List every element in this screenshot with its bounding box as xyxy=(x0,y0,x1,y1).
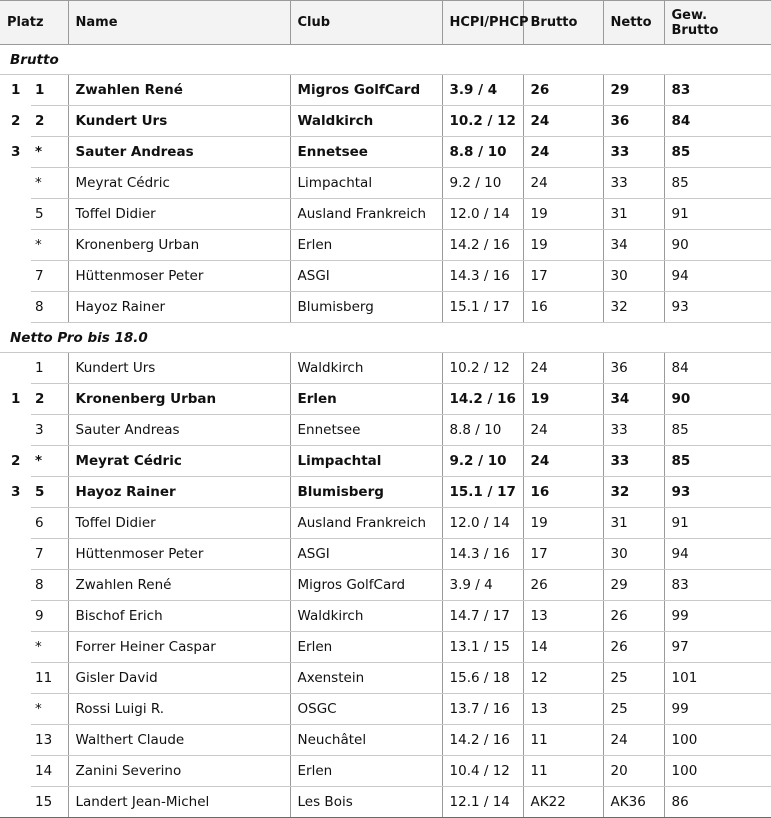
club-cell: Erlen xyxy=(290,384,442,415)
brutto-cell: 12 xyxy=(523,663,603,694)
hcp-cell: 12.1 / 14 xyxy=(442,787,523,818)
table-row xyxy=(0,694,771,725)
platz-cell: 8 xyxy=(31,570,68,601)
gew-cell: 90 xyxy=(664,384,771,415)
rank-cell xyxy=(0,694,31,725)
netto-cell: 25 xyxy=(603,694,664,725)
name-cell: Meyrat Cédric xyxy=(68,446,290,477)
brutto-cell: 19 xyxy=(523,230,603,261)
gew-cell: 83 xyxy=(664,75,771,106)
brutto-cell: AK22 xyxy=(523,787,603,818)
name-cell: Hüttenmoser Peter xyxy=(68,539,290,570)
hcp-cell: 15.1 / 17 xyxy=(442,292,523,323)
hcp-cell: 14.2 / 16 xyxy=(442,384,523,415)
netto-cell: 31 xyxy=(603,508,664,539)
club-cell: Erlen xyxy=(290,756,442,787)
club-cell: Neuchâtel xyxy=(290,725,442,756)
brutto-cell: 26 xyxy=(523,570,603,601)
gew-cell: 99 xyxy=(664,601,771,632)
header-brutto: Brutto xyxy=(523,1,603,45)
netto-cell: 29 xyxy=(603,75,664,106)
netto-cell: 36 xyxy=(603,353,664,384)
platz-cell: 1 xyxy=(31,353,68,384)
rank-cell xyxy=(0,230,31,261)
brutto-cell: 13 xyxy=(523,694,603,725)
platz-cell: 7 xyxy=(31,539,68,570)
name-cell: Sauter Andreas xyxy=(68,137,290,168)
hcp-cell: 15.1 / 17 xyxy=(442,477,523,508)
brutto-cell: 19 xyxy=(523,384,603,415)
netto-cell: 29 xyxy=(603,570,664,601)
platz-cell: 5 xyxy=(31,477,68,508)
header-name: Name xyxy=(68,1,290,45)
table-row xyxy=(0,539,771,570)
hcp-cell: 3.9 / 4 xyxy=(442,570,523,601)
club-cell: Migros GolfCard xyxy=(290,75,442,106)
platz-cell: * xyxy=(31,446,68,477)
netto-cell: 24 xyxy=(603,725,664,756)
gew-cell: 93 xyxy=(664,477,771,508)
header-hcp: HCPI/PHCP xyxy=(442,1,523,45)
hcp-cell: 15.6 / 18 xyxy=(442,663,523,694)
platz-cell: 7 xyxy=(31,261,68,292)
platz-cell: * xyxy=(31,168,68,199)
brutto-cell: 11 xyxy=(523,725,603,756)
rank-cell xyxy=(0,353,31,384)
rank-cell xyxy=(0,292,31,323)
gew-cell: 85 xyxy=(664,168,771,199)
hcp-cell: 12.0 / 14 xyxy=(442,508,523,539)
name-cell: Toffel Didier xyxy=(68,508,290,539)
platz-cell: 1 xyxy=(31,75,68,106)
platz-cell: 5 xyxy=(31,199,68,230)
table-row xyxy=(0,106,771,137)
brutto-cell: 26 xyxy=(523,75,603,106)
rank-cell xyxy=(0,601,31,632)
platz-cell: 13 xyxy=(31,725,68,756)
netto-cell: 31 xyxy=(603,199,664,230)
brutto-cell: 14 xyxy=(523,632,603,663)
brutto-cell: 19 xyxy=(523,508,603,539)
brutto-cell: 24 xyxy=(523,168,603,199)
name-cell: Bischof Erich xyxy=(68,601,290,632)
club-cell: Ausland Frankreich xyxy=(290,508,442,539)
netto-cell: 33 xyxy=(603,415,664,446)
table-row xyxy=(0,230,771,261)
name-cell: Landert Jean-Michel xyxy=(68,787,290,818)
hcp-cell: 13.1 / 15 xyxy=(442,632,523,663)
table-row xyxy=(0,663,771,694)
platz-cell: 14 xyxy=(31,756,68,787)
gew-cell: 85 xyxy=(664,415,771,446)
rank-cell xyxy=(0,539,31,570)
gew-cell: 86 xyxy=(664,787,771,818)
platz-cell: 8 xyxy=(31,292,68,323)
rank-cell xyxy=(0,632,31,663)
header-gew-brutto-label: Gew. Brutto xyxy=(671,7,719,38)
platz-cell: 9 xyxy=(31,601,68,632)
club-cell: Ennetsee xyxy=(290,415,442,446)
rank-cell: 1 xyxy=(11,391,21,407)
netto-cell: 33 xyxy=(603,446,664,477)
gew-cell: 101 xyxy=(664,663,771,694)
rank-cell xyxy=(0,756,31,787)
table-row xyxy=(0,508,771,539)
name-cell: Toffel Didier xyxy=(68,199,290,230)
table-row xyxy=(0,787,771,818)
brutto-cell: 16 xyxy=(523,292,603,323)
platz-cell: 11 xyxy=(31,663,68,694)
name-cell: Zanini Severino xyxy=(68,756,290,787)
club-cell: Blumisberg xyxy=(290,477,442,508)
netto-cell: 33 xyxy=(603,168,664,199)
netto-cell: 34 xyxy=(603,230,664,261)
table-row xyxy=(0,353,771,384)
platz-cell: 3 xyxy=(31,415,68,446)
gew-cell: 85 xyxy=(664,446,771,477)
name-cell: Rossi Luigi R. xyxy=(68,694,290,725)
netto-cell: 36 xyxy=(603,106,664,137)
rank-cell: 3 xyxy=(11,144,21,160)
name-cell: Forrer Heiner Caspar xyxy=(68,632,290,663)
hcp-cell: 14.2 / 16 xyxy=(442,230,523,261)
table-row xyxy=(0,199,771,230)
name-cell: Sauter Andreas xyxy=(68,415,290,446)
table-row xyxy=(0,137,771,168)
brutto-cell: 17 xyxy=(523,539,603,570)
section-header xyxy=(0,323,771,353)
club-cell: Waldkirch xyxy=(290,353,442,384)
name-cell: Walthert Claude xyxy=(68,725,290,756)
hcp-cell: 14.2 / 16 xyxy=(442,725,523,756)
name-cell: Kundert Urs xyxy=(68,106,290,137)
header-netto: Netto xyxy=(603,1,664,45)
club-cell: OSGC xyxy=(290,694,442,725)
club-cell: Limpachtal xyxy=(290,446,442,477)
table-row xyxy=(0,261,771,292)
table-row xyxy=(0,415,771,446)
netto-cell: 30 xyxy=(603,539,664,570)
name-cell: Meyrat Cédric xyxy=(68,168,290,199)
gew-cell: 100 xyxy=(664,725,771,756)
table-row xyxy=(0,477,771,508)
club-cell: Waldkirch xyxy=(290,601,442,632)
section-title: Netto Pro bis 18.0 xyxy=(0,323,771,353)
netto-cell: 25 xyxy=(603,663,664,694)
brutto-cell: 24 xyxy=(523,446,603,477)
rank-cell xyxy=(0,570,31,601)
brutto-cell: 24 xyxy=(523,353,603,384)
hcp-cell: 3.9 / 4 xyxy=(442,75,523,106)
name-cell: Gisler David xyxy=(68,663,290,694)
hcp-cell: 12.0 / 14 xyxy=(442,199,523,230)
gew-cell: 100 xyxy=(664,756,771,787)
name-cell: Hayoz Rainer xyxy=(68,477,290,508)
table-row xyxy=(0,168,771,199)
brutto-cell: 19 xyxy=(523,199,603,230)
section-title: Brutto xyxy=(0,45,771,75)
brutto-cell: 24 xyxy=(523,106,603,137)
hcp-cell: 9.2 / 10 xyxy=(442,168,523,199)
club-cell: ASGI xyxy=(290,261,442,292)
rank-cell xyxy=(0,261,31,292)
brutto-cell: 11 xyxy=(523,756,603,787)
brutto-cell: 17 xyxy=(523,261,603,292)
platz-cell: * xyxy=(31,694,68,725)
netto-cell: 26 xyxy=(603,632,664,663)
platz-cell: 2 xyxy=(31,106,68,137)
rank-cell: 2 xyxy=(11,453,21,469)
table-row xyxy=(0,446,771,477)
gew-cell: 94 xyxy=(664,261,771,292)
club-cell: Erlen xyxy=(290,230,442,261)
header-gew-brutto xyxy=(664,1,771,45)
gew-cell: 91 xyxy=(664,508,771,539)
table-row xyxy=(0,756,771,787)
header-row xyxy=(0,1,771,45)
section-header xyxy=(0,45,771,75)
hcp-cell: 8.8 / 10 xyxy=(442,137,523,168)
netto-cell: 33 xyxy=(603,137,664,168)
netto-cell: 34 xyxy=(603,384,664,415)
hcp-cell: 14.3 / 16 xyxy=(442,261,523,292)
table-row xyxy=(0,725,771,756)
hcp-cell: 14.7 / 17 xyxy=(442,601,523,632)
rank-cell: 2 xyxy=(11,113,21,129)
netto-cell: 32 xyxy=(603,292,664,323)
rank-cell xyxy=(0,725,31,756)
gew-cell: 90 xyxy=(664,230,771,261)
table-row xyxy=(0,570,771,601)
gew-cell: 99 xyxy=(664,694,771,725)
platz-cell: 2 xyxy=(31,384,68,415)
gew-cell: 85 xyxy=(664,137,771,168)
name-cell: Zwahlen René xyxy=(68,75,290,106)
hcp-cell: 9.2 / 10 xyxy=(442,446,523,477)
name-cell: Zwahlen René xyxy=(68,570,290,601)
brutto-cell: 24 xyxy=(523,415,603,446)
name-cell: Hüttenmoser Peter xyxy=(68,261,290,292)
platz-cell: 6 xyxy=(31,508,68,539)
table-row xyxy=(0,601,771,632)
gew-cell: 83 xyxy=(664,570,771,601)
club-cell: Limpachtal xyxy=(290,168,442,199)
rank-cell xyxy=(0,199,31,230)
club-cell: Ennetsee xyxy=(290,137,442,168)
platz-cell: * xyxy=(31,137,68,168)
platz-cell: * xyxy=(31,230,68,261)
netto-cell: 26 xyxy=(603,601,664,632)
brutto-cell: 13 xyxy=(523,601,603,632)
name-cell: Kronenberg Urban xyxy=(68,384,290,415)
brutto-cell: 16 xyxy=(523,477,603,508)
club-cell: Migros GolfCard xyxy=(290,570,442,601)
club-cell: ASGI xyxy=(290,539,442,570)
hcp-cell: 8.8 / 10 xyxy=(442,415,523,446)
club-cell: Erlen xyxy=(290,632,442,663)
gew-cell: 91 xyxy=(664,199,771,230)
club-cell: Ausland Frankreich xyxy=(290,199,442,230)
table-row xyxy=(0,384,771,415)
netto-cell: 30 xyxy=(603,261,664,292)
gew-cell: 94 xyxy=(664,539,771,570)
rank-cell xyxy=(0,787,31,818)
platz-cell: * xyxy=(31,632,68,663)
table-row xyxy=(0,75,771,106)
gew-cell: 84 xyxy=(664,353,771,384)
name-cell: Hayoz Rainer xyxy=(68,292,290,323)
rank-cell xyxy=(0,415,31,446)
club-cell: Waldkirch xyxy=(290,106,442,137)
club-cell: Axenstein xyxy=(290,663,442,694)
netto-cell: 20 xyxy=(603,756,664,787)
hcp-cell: 10.2 / 12 xyxy=(442,353,523,384)
hcp-cell: 10.2 / 12 xyxy=(442,106,523,137)
rank-cell xyxy=(0,663,31,694)
netto-cell: 32 xyxy=(603,477,664,508)
club-cell: Les Bois xyxy=(290,787,442,818)
hcp-cell: 10.4 / 12 xyxy=(442,756,523,787)
table-row xyxy=(0,292,771,323)
rank-cell: 1 xyxy=(11,82,21,99)
rank-cell xyxy=(0,168,31,199)
table-row xyxy=(0,632,771,663)
rank-cell xyxy=(0,508,31,539)
brutto-cell: 24 xyxy=(523,137,603,168)
name-cell: Kronenberg Urban xyxy=(68,230,290,261)
hcp-cell: 13.7 / 16 xyxy=(442,694,523,725)
gew-cell: 97 xyxy=(664,632,771,663)
platz-cell: 15 xyxy=(31,787,68,818)
gew-cell: 93 xyxy=(664,292,771,323)
header-platz: Platz xyxy=(0,1,68,45)
netto-cell: AK36 xyxy=(603,787,664,818)
name-cell: Kundert Urs xyxy=(68,353,290,384)
hcp-cell: 14.3 / 16 xyxy=(442,539,523,570)
club-cell: Blumisberg xyxy=(290,292,442,323)
header-club: Club xyxy=(290,1,442,45)
rank-cell: 3 xyxy=(11,484,21,500)
gew-cell: 84 xyxy=(664,106,771,137)
